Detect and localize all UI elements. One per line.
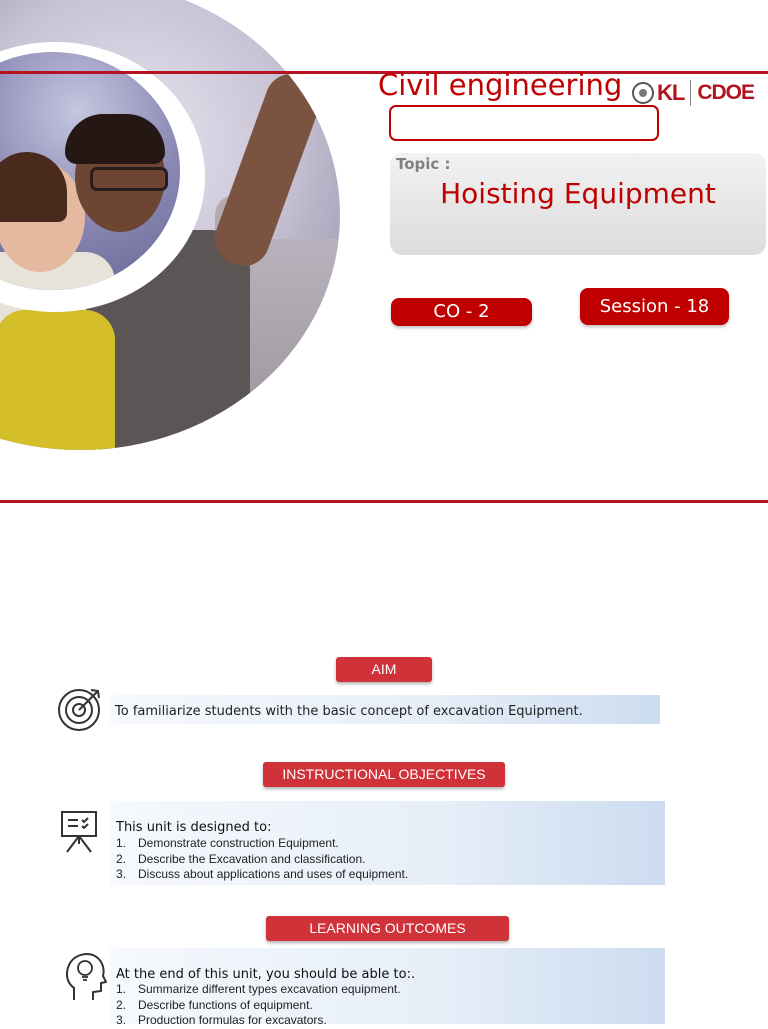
- aim-text: To familiarize students with the basic concept of excavation Equipment.: [115, 704, 583, 719]
- objectives-label: INSTRUCTIONAL OBJECTIVES: [263, 762, 505, 787]
- slide-title: Civil engineering: [378, 68, 623, 102]
- list-item: 1. Demonstrate construction Equipment.: [116, 836, 339, 850]
- list-item: 2. Describe the Excavation and classification.: [116, 851, 366, 866]
- target-icon: [55, 684, 105, 734]
- objectives-lead: This unit is designed to:: [116, 820, 272, 835]
- aim-box: [110, 695, 660, 724]
- title-slide: [0, 0, 768, 510]
- list-item: 3. Production formulas for excavators.: [116, 1013, 327, 1027]
- objectives-box: [110, 801, 665, 885]
- outcomes-list: [116, 982, 401, 1029]
- list-item: 3. Discuss about applications and uses of equipment.: [116, 867, 409, 881]
- outcomes-box: [110, 948, 665, 1027]
- head-lightbulb-icon: [62, 950, 108, 1002]
- university-emblem-icon: [632, 82, 654, 104]
- topic-label: Topic :: [396, 155, 451, 173]
- bottom-divider: [0, 500, 768, 503]
- presentation-board-icon: [58, 808, 104, 854]
- topic-title: Hoisting Equipment: [440, 177, 716, 210]
- list-item: 2. Describe functions of equipment.: [116, 997, 313, 1012]
- session-badge: Session - 18: [580, 288, 729, 325]
- logo-kl-text: KL: [657, 80, 685, 105]
- empty-title-box: [389, 105, 659, 141]
- objectives-list: [116, 836, 408, 883]
- co-badge: CO - 2: [391, 298, 532, 326]
- aim-label: AIM: [336, 657, 432, 682]
- outcomes-label: LEARNING OUTCOMES: [266, 916, 509, 941]
- logo-cdoe-text: CDOE: [697, 81, 755, 104]
- outcomes-lead: At the end of this unit, you should be able to:.: [116, 967, 416, 982]
- kl-cdoe-logo: [632, 78, 754, 108]
- logo-separator: [690, 80, 691, 106]
- list-item: 1. Summarize different types excavation equipment.: [116, 982, 401, 996]
- topic-card: [390, 153, 766, 255]
